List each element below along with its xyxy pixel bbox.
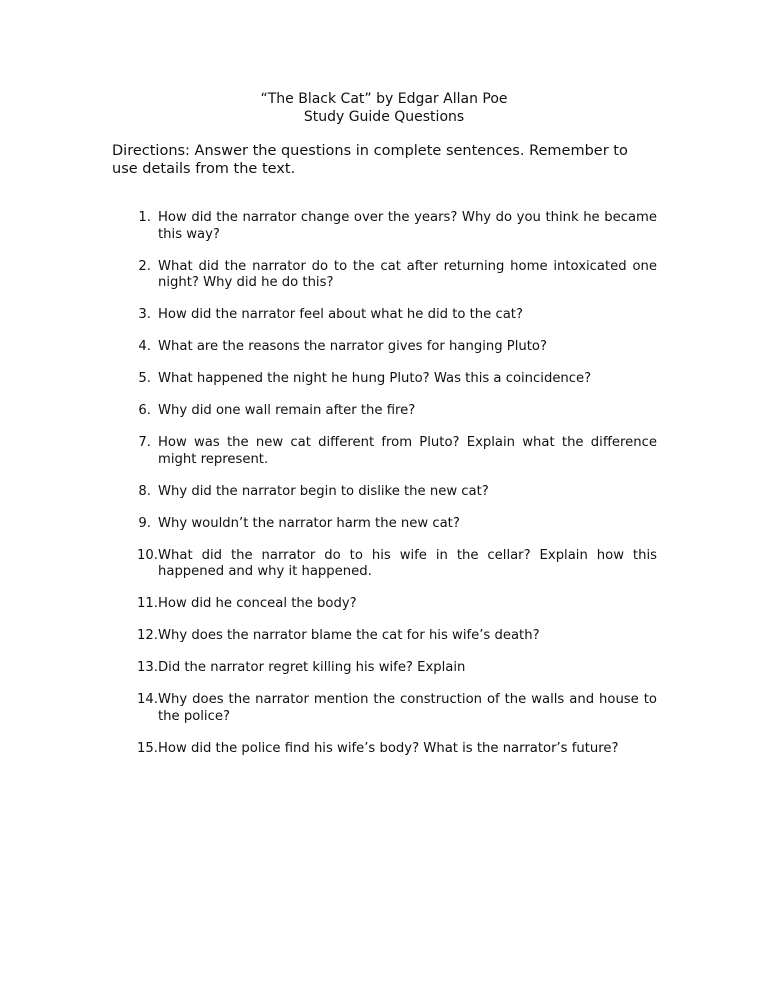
question-item: [112, 660, 657, 677]
question-number: 4.: [138, 339, 151, 354]
question-item: [112, 307, 657, 324]
question-number: 12.: [137, 628, 158, 643]
document-subtitle: Study Guide Questions: [303, 109, 465, 125]
question-text: Why wouldn’t the narrator harm the new cat?: [158, 515, 460, 531]
question-item: [112, 628, 657, 645]
question-item: [112, 692, 657, 725]
question-text: Why does the narrator blame the cat for his wife’s death?: [158, 628, 540, 643]
question-item: [112, 548, 657, 581]
question-number: 9.: [138, 515, 151, 531]
question-item: [112, 596, 657, 613]
question-number: 6.: [138, 403, 151, 418]
directions-text: Directions: Answer the questions in complete sentences. Remember to use details from the text.: [112, 143, 628, 177]
question-text: How was the new cat different from Pluto? Explain what the difference might represent.: [158, 435, 657, 467]
question-item: [112, 403, 657, 420]
question-text: What did the narrator do to the cat after returning home intoxicated one night? Why did he do this?: [158, 258, 657, 290]
question-item: [112, 371, 657, 388]
question-text: Why did the narrator begin to dislike the new cat?: [158, 483, 489, 499]
question-item: [112, 259, 657, 292]
question-number: 13.: [137, 660, 158, 675]
question-text: Why does the narrator mention the construction of the walls and house to the police?: [158, 692, 657, 724]
question-text: How did the narrator change over the years? Why do you think he became this way?: [158, 210, 657, 242]
question-text: Did the narrator regret killing his wife? Explain: [158, 660, 466, 675]
question-number: 3.: [138, 307, 151, 322]
question-number: 15.: [137, 740, 158, 756]
question-number: 8.: [138, 483, 151, 499]
question-text: Why did one wall remain after the fire?: [158, 403, 416, 418]
question-text: How did the police find his wife’s body? What is the narrator’s future?: [158, 740, 619, 756]
question-item: [112, 339, 657, 356]
question-text: What are the reasons the narrator gives for hanging Pluto?: [158, 339, 548, 354]
question-number: 5.: [138, 371, 151, 386]
question-number: 10.: [137, 547, 158, 563]
question-number: 1.: [138, 210, 151, 225]
title-block: [0, 90, 768, 126]
question-item: [112, 741, 657, 758]
question-number: 7.: [138, 435, 151, 450]
question-item: [112, 484, 657, 501]
question-number: 2.: [138, 258, 151, 274]
question-item: [112, 516, 657, 533]
question-text: What happened the night he hung Pluto? Was this a coincidence?: [158, 371, 592, 386]
question-item: [112, 210, 657, 243]
question-list: [112, 210, 657, 773]
question-text: How did the narrator feel about what he did to the cat?: [158, 307, 523, 322]
question-text: How did he conceal the body?: [158, 596, 357, 611]
question-item: [112, 435, 657, 468]
document-title: “The Black Cat” by Edgar Allan Poe: [260, 91, 508, 107]
question-number: 14.: [137, 692, 158, 707]
question-number: 11.: [137, 596, 158, 611]
question-text: What did the narrator do to his wife in the cellar? Explain how this happened and why it happened.: [158, 547, 657, 579]
